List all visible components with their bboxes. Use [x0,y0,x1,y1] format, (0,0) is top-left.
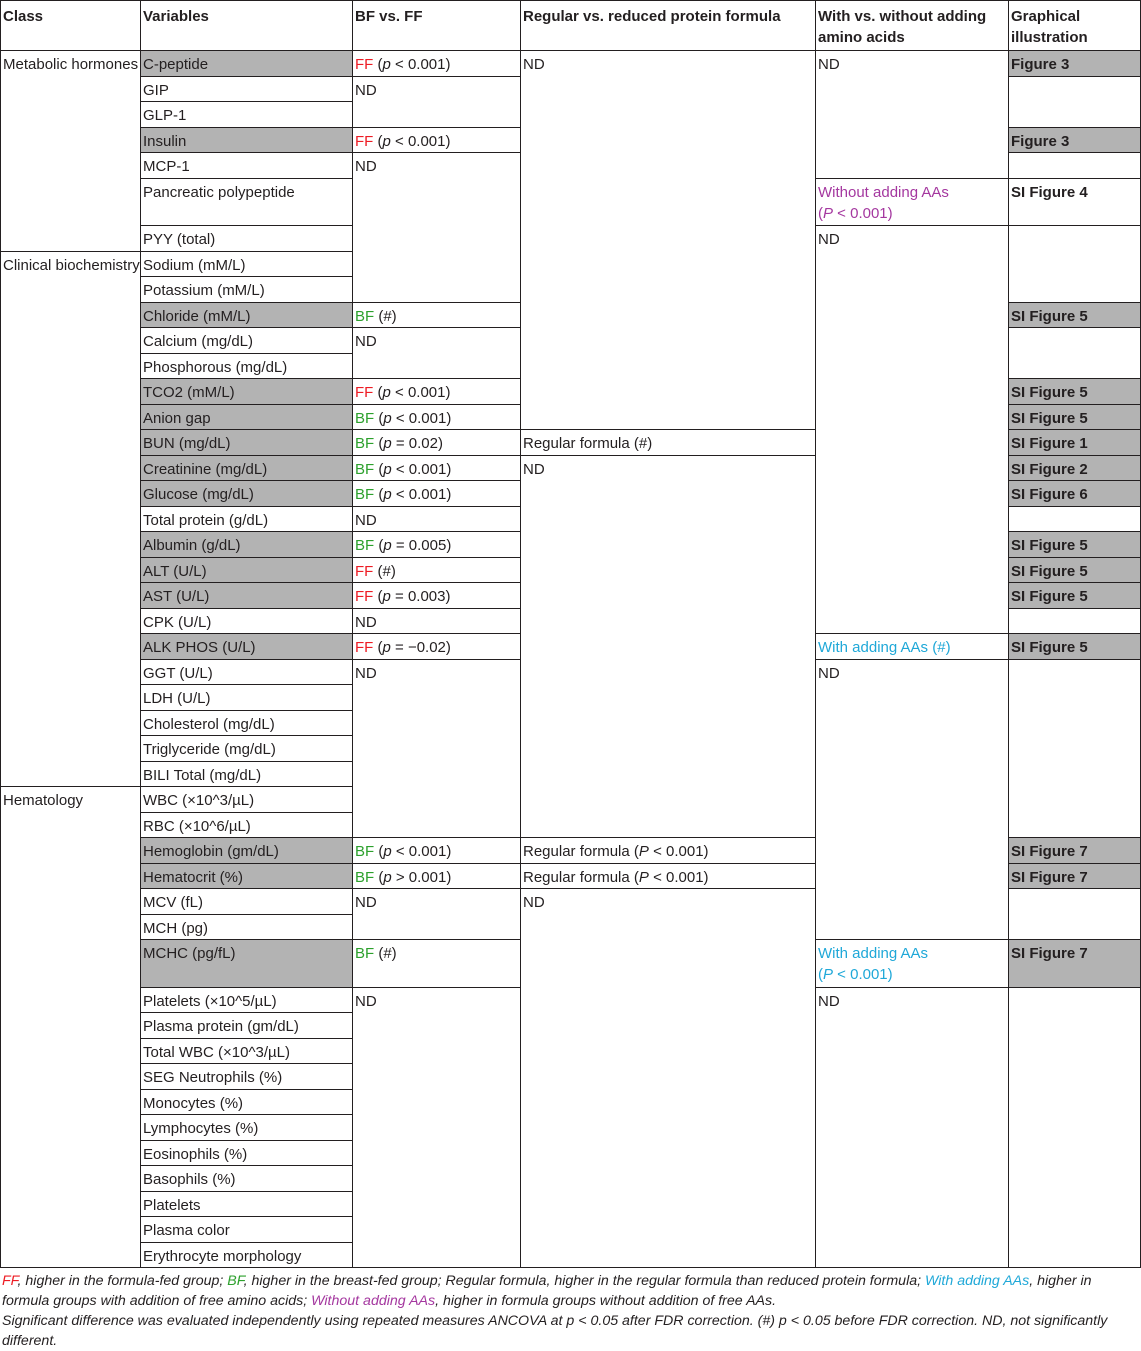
variable-name: MCH (pg) [143,920,209,937]
rule-aa [815,987,1009,988]
rule-graph [1008,608,1141,609]
rule-col-3 [520,0,521,1268]
graphical-ref: SI Figure 2 [1011,461,1088,478]
header-class: Class [3,8,44,25]
footnote-method: Significant difference was evaluated independently using repeated measures ANCOVA at p < 0.05 after FDR correction. (#) p < 0.05 before FDR correction. ND, not significantly different. [2,1313,1108,1349]
table-footnote [2,1271,1139,1351]
variable-name: Potassium (mM/L) [143,282,265,299]
graphical-ref: SI Figure 7 [1011,843,1088,860]
rule-col-0 [0,0,1,1268]
variable-name: Lymphocytes (%) [143,1120,259,1137]
rule-graph [1008,506,1141,507]
variable-name: Insulin [143,133,187,150]
bf-ff-result: ND [355,614,377,631]
amino-acid-result: ND [818,56,840,73]
rule-bf [352,659,521,660]
variable-name: CPK (U/L) [143,614,212,631]
amino-acid-result: With adding AAs (#) [818,639,951,656]
graphical-ref: SI Figure 4 [1011,184,1088,201]
bf-ff-result: BF (#) [355,308,397,325]
amino-acid-result: ND [818,993,840,1010]
graphical-ref: SI Figure 5 [1011,588,1088,605]
bf-ff-result: BF (p < 0.001) [355,410,452,427]
amino-acid-result: ND [818,231,840,248]
variable-name: Plasma color [143,1222,230,1239]
variable-name: GLP-1 [143,107,187,124]
variable-name: PYY (total) [143,231,216,248]
rule-graph [1008,659,1141,660]
header-bf-vs-ff: BF vs. FF [355,8,423,25]
footnote-legend: FF, higher in the formula-fed group; BF, higher in the breast-fed group; Regular formula, higher in the regular formula than reduced protein formula; With adding AAs, higher in formula groups with addition of free amino acids; Without adding AAs, higher in formula groups without addition of free AAs. [2,1273,1092,1309]
rule-graph [1008,225,1141,226]
rule-graph [1008,152,1141,153]
rule-bf [352,987,521,988]
rule-bf [352,76,521,77]
rule-protein [520,888,816,889]
header-variables: Variables [143,8,209,25]
header-protein: Regular vs. reduced protein formula [523,8,781,25]
variable-name: Calcium (mg/dL) [143,333,254,350]
rule-bf [352,152,521,153]
class-label: Clinical biochemistry [3,257,140,274]
graphical-ref: SI Figure 5 [1011,410,1088,427]
graphical-ref: SI Figure 5 [1011,308,1088,325]
graphical-ref: Figure 3 [1011,56,1070,73]
variable-name: Glucose (mg/dL) [143,486,254,503]
bf-ff-result: BF (p < 0.001) [355,486,452,503]
rule-graph [1008,987,1141,988]
protein-result: Regular formula (P < 0.001) [523,869,709,886]
bf-ff-result: ND [355,82,377,99]
variable-name: Sodium (mM/L) [143,257,246,274]
variable-name: GIP [143,82,169,99]
bf-ff-result: ND [355,333,377,350]
rule-graph [1008,76,1141,77]
bf-ff-result: FF (p < 0.001) [355,384,451,401]
rule-bf [352,506,521,507]
header-amino-acids: With vs. without adding amino acids [818,8,987,46]
bf-ff-result: BF (p = 0.02) [355,435,443,452]
variable-name: MCP-1 [143,158,190,175]
variable-name: Platelets (×10^5/µL) [143,993,277,1010]
graphical-ref: SI Figure 7 [1011,869,1088,886]
rule-bf [352,888,521,889]
graphical-ref: SI Figure 5 [1011,563,1088,580]
rule-bottom [0,1267,1141,1268]
rule-graph [1008,327,1141,328]
protein-result: Regular formula (P < 0.001) [523,843,709,860]
protein-result: ND [523,894,545,911]
variable-name: MCHC (pg/fL) [143,945,236,962]
amino-acid-result: Without adding AAs (P < 0.001) [818,184,949,222]
bf-ff-result: ND [355,665,377,682]
rule-bf [352,608,521,609]
variable-name: AST (U/L) [143,588,210,605]
rule-aa [815,659,1009,660]
rule-bf [352,327,521,328]
rule-variable [140,76,353,77]
graphical-ref: SI Figure 5 [1011,384,1088,401]
variable-name: Albumin (g/dL) [143,537,241,554]
variable-name: Eosinophils (%) [143,1146,248,1163]
variable-name: C-peptide [143,56,209,73]
variable-name: SEG Neutrophils (%) [143,1069,283,1086]
variable-name: Monocytes (%) [143,1095,244,1112]
rule-graph [1008,888,1141,889]
variable-name: Cholesterol (mg/dL) [143,716,275,733]
rule-aa [815,225,1009,226]
variable-name: Chloride (mM/L) [143,308,251,325]
rule-protein [520,455,816,456]
header-graphical: Graphical illustration [1011,8,1088,46]
variable-name: Phosphorous (mg/dL) [143,359,288,376]
variable-name: TCO2 (mM/L) [143,384,235,401]
bf-ff-result: FF (p < 0.001) [355,133,451,150]
graphical-ref: SI Figure 7 [1011,945,1088,962]
variable-name: BILI Total (mg/dL) [143,767,262,784]
bf-ff-result: FF (p < 0.001) [355,56,451,73]
variable-name: WBC (×10^3/µL) [143,792,255,809]
variable-name: BUN (mg/dL) [143,435,231,452]
bf-ff-result: BF (#) [355,945,397,962]
amino-acid-result: With adding AAs (P < 0.001) [818,945,929,983]
variable-name: Hemoglobin (gm/dL) [143,843,279,860]
bf-ff-result: ND [355,993,377,1010]
variable-name: Erythrocyte morphology [143,1248,302,1265]
bf-ff-result: FF (#) [355,563,396,580]
variable-name: Total WBC (×10^3/µL) [143,1044,290,1061]
variable-name: Anion gap [143,410,211,427]
variable-name: GGT (U/L) [143,665,213,682]
rule-top [0,0,1141,1]
variable-name: MCV (fL) [143,894,203,911]
class-label: Hematology [3,792,84,809]
bf-ff-result: FF (p = −0.02) [355,639,451,656]
variable-name: Basophils (%) [143,1171,236,1188]
variable-name: Triglyceride (mg/dL) [143,741,276,758]
variable-name: ALK PHOS (U/L) [143,639,256,656]
variable-name: Creatinine (mg/dL) [143,461,268,478]
variable-name: Plasma protein (gm/dL) [143,1018,299,1035]
bf-ff-result: BF (p < 0.001) [355,461,452,478]
protein-result: Regular formula (#) [523,435,653,452]
protein-result: ND [523,461,545,478]
bf-ff-result: FF (p = 0.003) [355,588,451,605]
variable-name: Hematocrit (%) [143,869,244,886]
graphical-ref: SI Figure 5 [1011,537,1088,554]
bf-ff-result: ND [355,512,377,529]
graphical-ref: SI Figure 6 [1011,486,1088,503]
graphical-ref: Figure 3 [1011,133,1070,150]
class-label: Metabolic hormones [3,56,139,73]
variable-name: Total protein (g/dL) [143,512,269,529]
variable-name: RBC (×10^6/µL) [143,818,251,835]
bf-ff-result: ND [355,894,377,911]
bf-ff-result: BF (p < 0.001) [355,843,452,860]
variable-name: ALT (U/L) [143,563,207,580]
bf-ff-result: ND [355,158,377,175]
variable-name: LDH (U/L) [143,690,211,707]
bf-ff-result: BF (p > 0.001) [355,869,452,886]
amino-acid-result: ND [818,665,840,682]
protein-result: ND [523,56,545,73]
variable-name: Platelets [143,1197,201,1214]
bf-ff-result: BF (p = 0.005) [355,537,452,554]
graphical-ref: SI Figure 1 [1011,435,1088,452]
graphical-ref: SI Figure 5 [1011,639,1088,656]
variable-name: Pancreatic polypeptide [143,184,295,201]
